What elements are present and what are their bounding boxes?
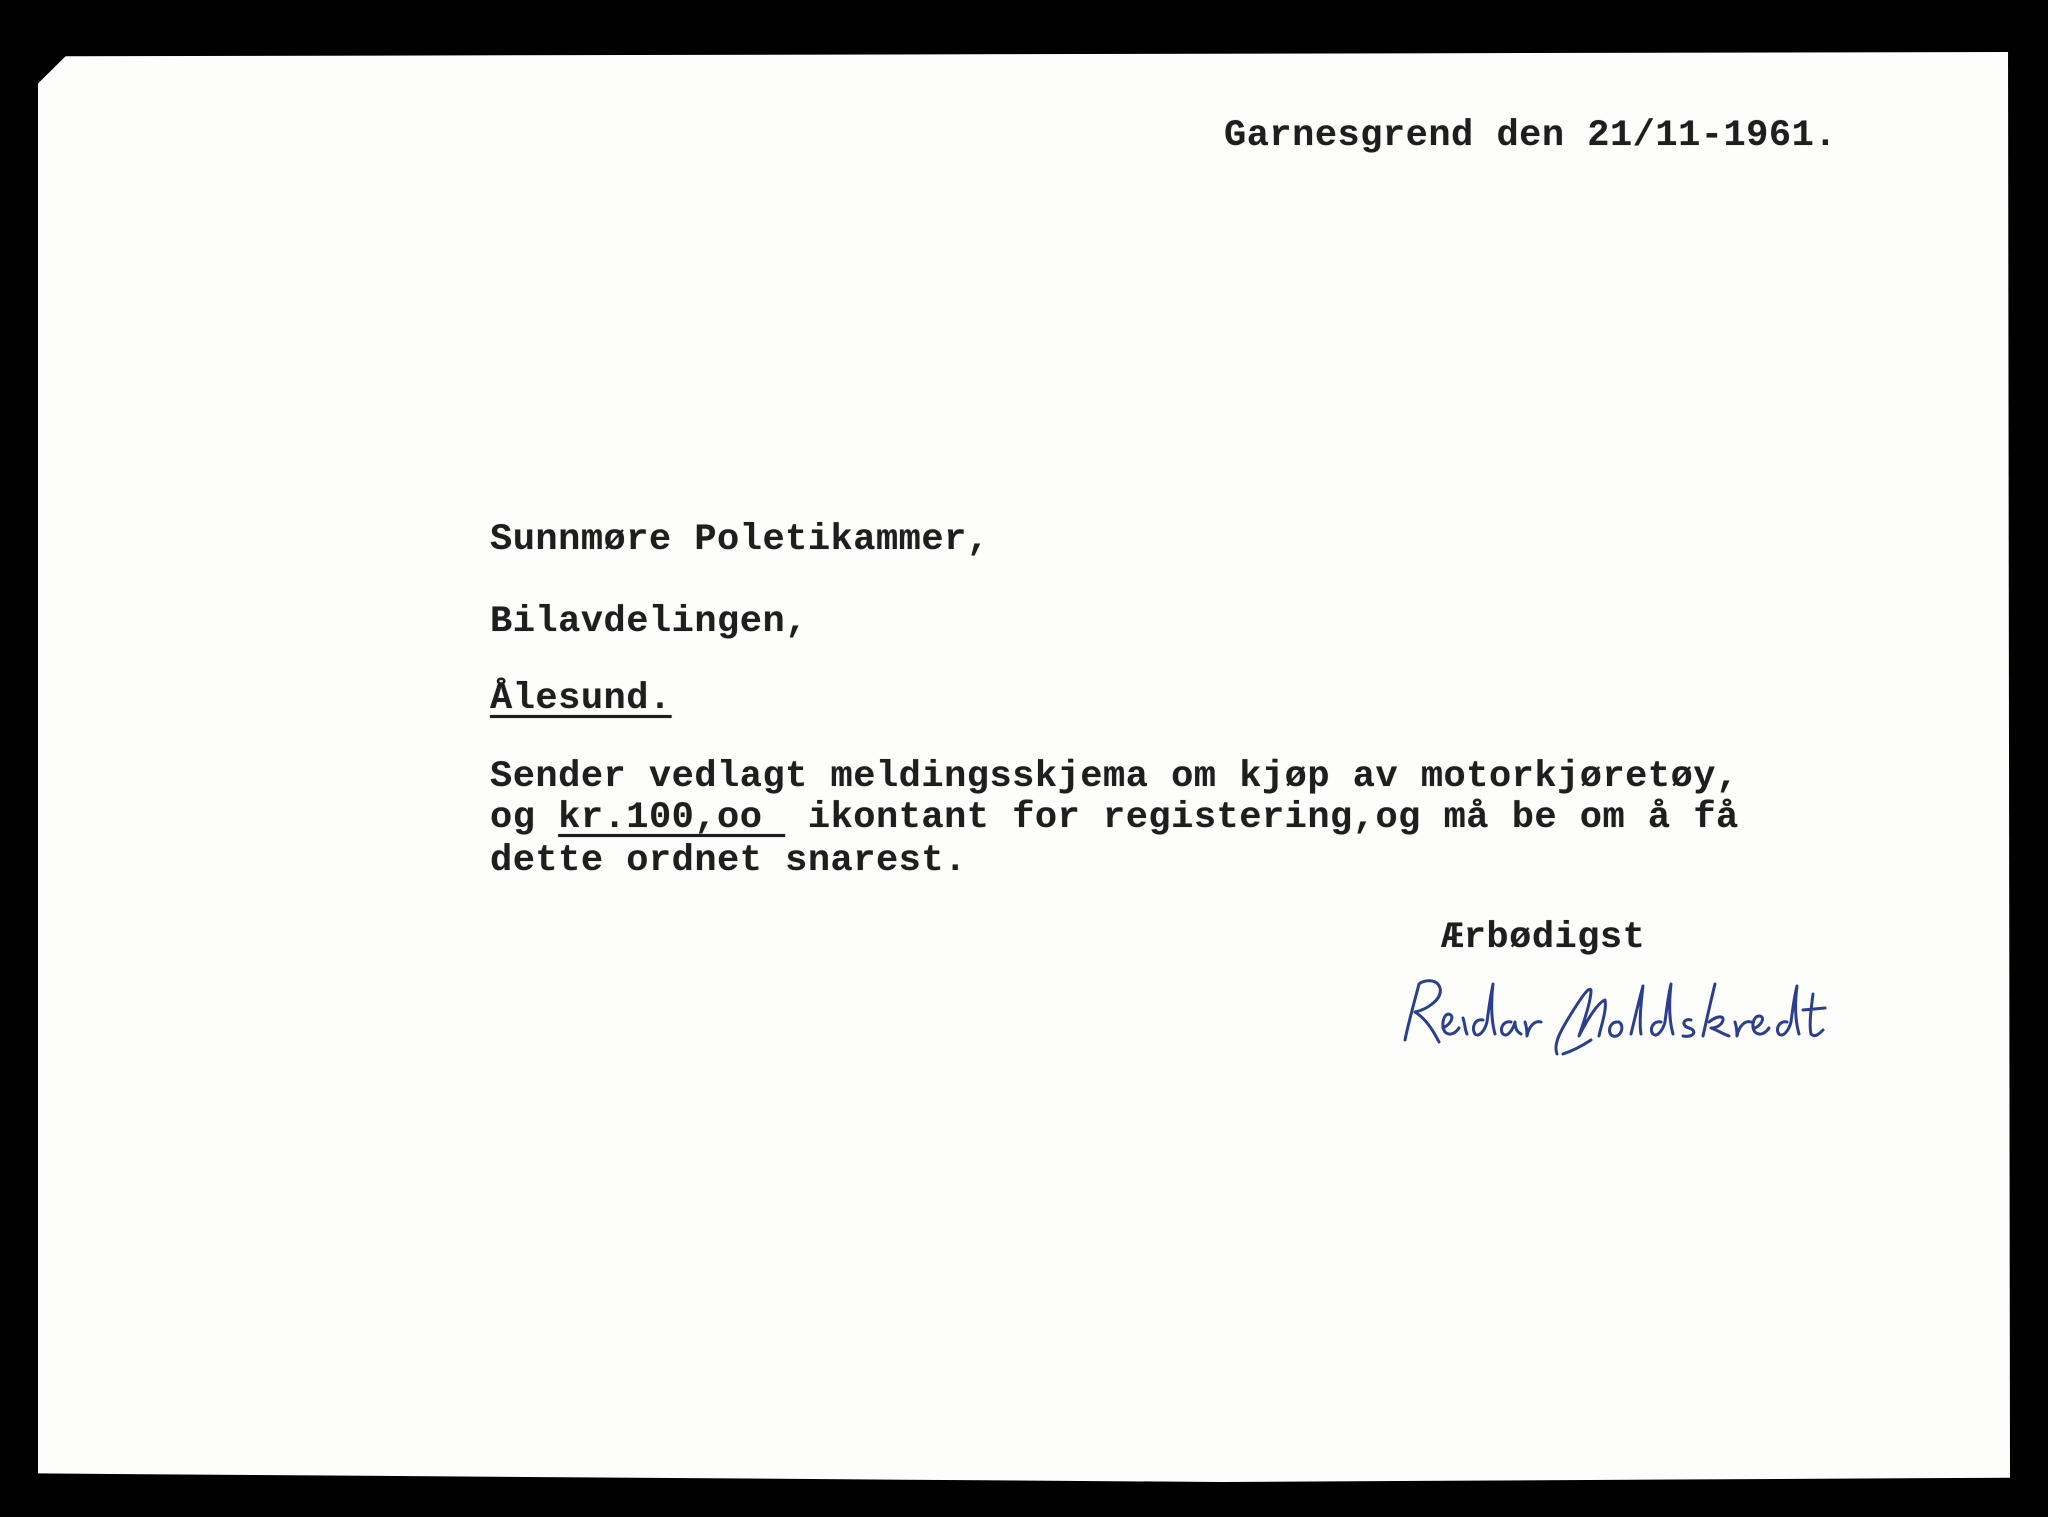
payment-amount: kr.100,oo xyxy=(558,797,786,839)
recipient-line-2: Bilavdelingen, xyxy=(490,601,808,643)
handwritten-signature xyxy=(1385,970,1845,1080)
closing-salutation: Ærbødigst xyxy=(1441,917,1646,959)
signature-drawing xyxy=(1385,970,1845,1080)
body-line-2-prefix: og xyxy=(490,797,559,839)
place-date-line: Garnesgrend den 21/11-1961. xyxy=(1224,115,1837,157)
body-line-3: dette ordnet snarest. xyxy=(490,840,967,882)
body-line-2 xyxy=(490,797,1739,839)
recipient-line-1: Sunnmøre Poletikammer, xyxy=(490,519,990,561)
recipient-city: Ålesund. xyxy=(490,678,672,720)
body-line-2-suffix: ikontant for registering,og må be om å få xyxy=(785,797,1739,839)
body-line-1: Sender vedlagt meldingsskjema om kjøp av motorkjøretøy, xyxy=(490,756,1739,798)
